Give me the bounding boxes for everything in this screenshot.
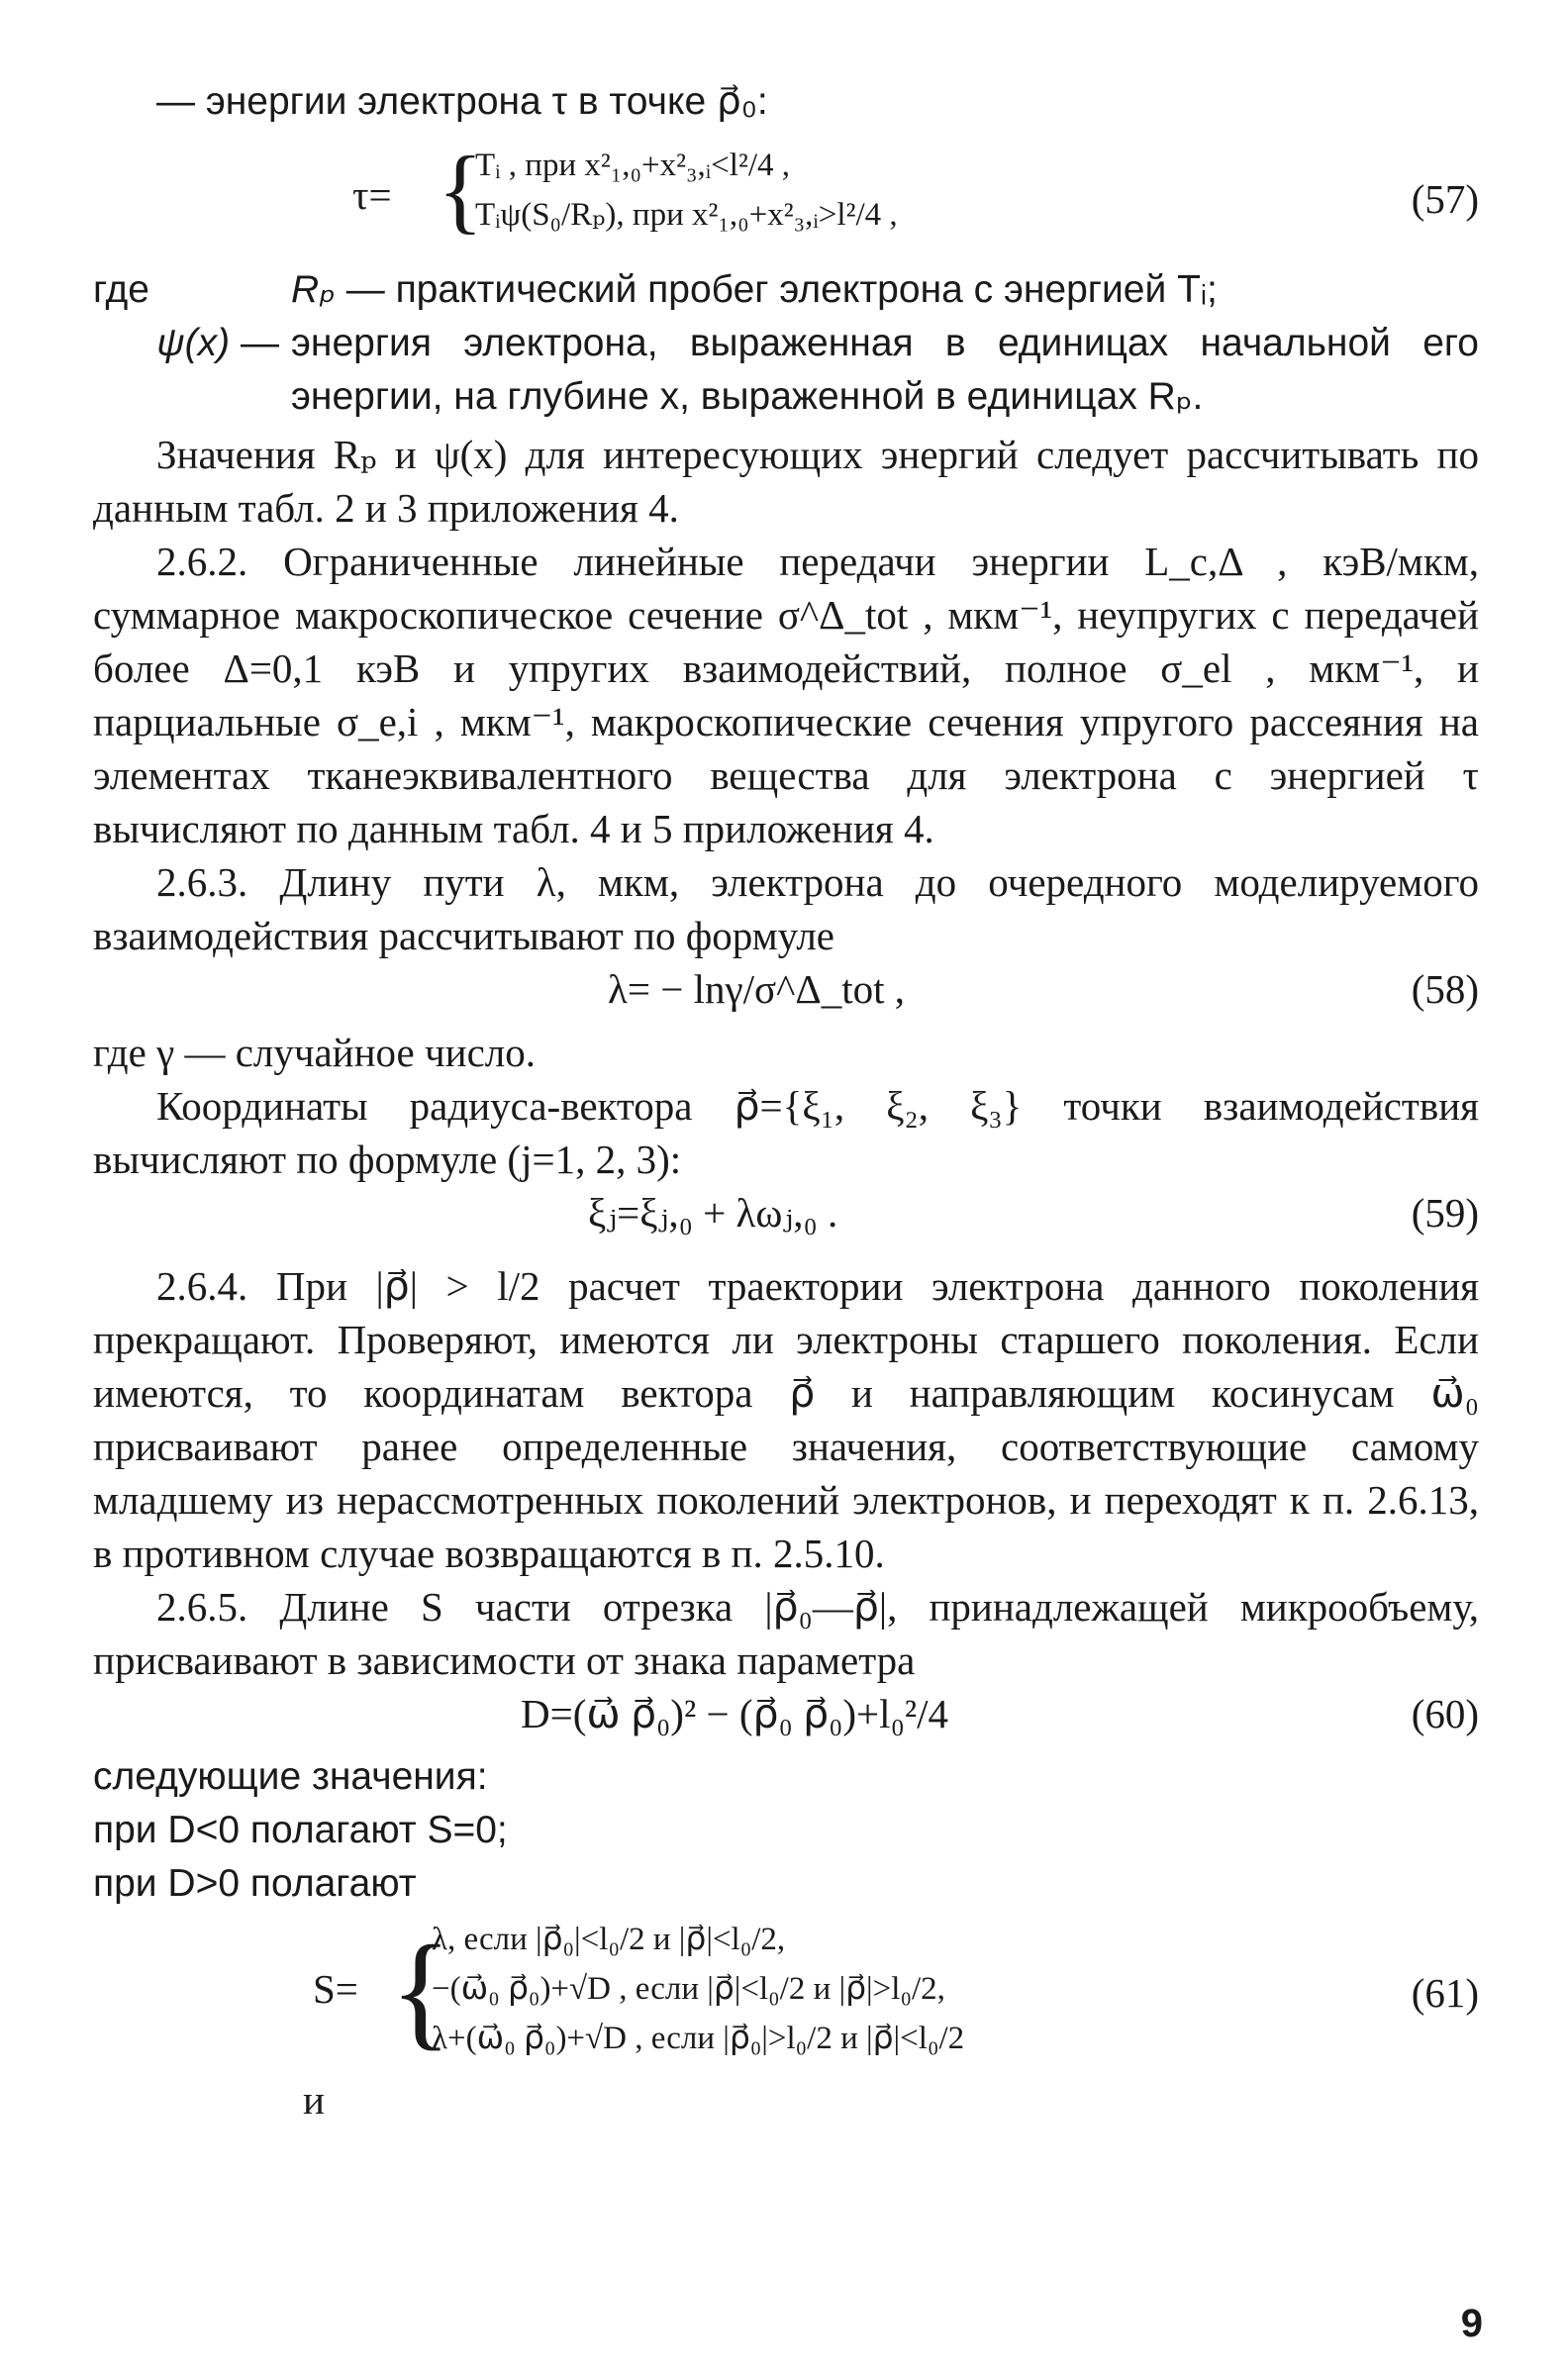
equation-57 bbox=[93, 137, 1479, 255]
where-gamma: где γ — случайное число. bbox=[93, 1030, 536, 1075]
case-positive: при D>0 полагают bbox=[93, 1862, 417, 1905]
paragraph-values: Значения Rₚ и ψ(x) для интересующих энергий следует рассчитывать по данным табл. 2 и 3 приложения 4. bbox=[93, 432, 1479, 531]
eq57-lhs: τ= bbox=[352, 172, 392, 218]
definition-psi bbox=[93, 317, 1479, 424]
page-number: 9 bbox=[1460, 2302, 1483, 2345]
def-dash-1: — bbox=[345, 268, 385, 311]
eq58-number: (58) bbox=[1411, 966, 1479, 1012]
case-negative: при D<0 полагают S=0; bbox=[93, 1809, 508, 1851]
eq59-number: (59) bbox=[1411, 1190, 1479, 1236]
definitions-list bbox=[93, 263, 1479, 317]
def-symbol: Rₚ bbox=[291, 268, 336, 311]
paragraph-2-6-4: 2.6.4. При |ρ⃗| > l/2 расчет траектории электрона данного поколения прекращают. Проверяют, имеются ли электроны старшего поколения. Если имеются, то координатам вектора ρ⃗ и направляющим косинусам ω⃗₀ присваивают ранее определенные значения, соответствующие самому младшему из нерассмотренных поколений электронов, и переходят к п. 2.6.13, в противном случае возвращаются в п. 2.5.10. bbox=[93, 1263, 1479, 1576]
eq60-body: D=(ω⃗ ρ⃗₀)² − (ρ⃗₀ ρ⃗₀)+l₀²/4 bbox=[521, 1691, 949, 1736]
eq59-body: ξⱼ=ξⱼ,₀ + λωⱼ,₀ . bbox=[588, 1190, 838, 1236]
def-dash-2: — bbox=[241, 322, 279, 364]
eq57-brace: { bbox=[438, 137, 484, 243]
def-symbol-psi: ψ(x) bbox=[156, 322, 231, 364]
eq61-cases bbox=[432, 1915, 964, 2063]
eq61-brace: { bbox=[390, 1920, 452, 2062]
document-page bbox=[93, 75, 1479, 2127]
paragraph-2-6-5: 2.6.5. Длине S части отрезка |ρ⃗₀—ρ⃗|, принадлежащей микрообъему, присваивают в зависимости от знака параметра bbox=[93, 1584, 1479, 1683]
eq61-number: (61) bbox=[1411, 1970, 1479, 2016]
eq60-number: (60) bbox=[1411, 1691, 1479, 1736]
paragraph-2-6-3: 2.6.3. Длину пути λ, мкм, электрона до очередного моделируемого взаимодействия рассчитывают по формуле bbox=[93, 859, 1479, 958]
and-word: и bbox=[303, 2077, 325, 2123]
equation-59 bbox=[93, 1186, 1479, 1249]
def-text-2: энергия электрона, выраженная в единицах начальной его энергии, на глубине x, выраженной в единицах Rₚ. bbox=[291, 322, 1479, 418]
eq57-number: (57) bbox=[1411, 176, 1479, 222]
eq57-case-1: Tᵢ , при x²₁,₀+x²₃,ᵢ<l²/4 , bbox=[475, 148, 791, 183]
def-dash bbox=[236, 263, 287, 317]
paragraph-coordinates: Координаты радиуса-вектора ρ⃗={ξ₁, ξ₂, ξ₃} точки взаимодействия вычисляют по формуле (j=1, 2, 3): bbox=[93, 1083, 1479, 1182]
equation-60 bbox=[93, 1687, 1479, 1750]
def-text bbox=[291, 263, 1479, 317]
equation-61 bbox=[93, 1911, 1479, 2069]
following-values: следующие значения: bbox=[93, 1755, 488, 1798]
eq61-lhs: S= bbox=[313, 1966, 358, 2012]
eq57-cases bbox=[475, 141, 898, 240]
intro-line: — энергии электрона τ в точке ρ⃗₀: bbox=[156, 80, 768, 123]
eq61-case-1: λ, если |ρ⃗₀|<l₀/2 и |ρ⃗|<l₀/2, bbox=[432, 1922, 786, 1957]
eq57-case-2: Tᵢψ(S₀/Rₚ), при x²₁,₀+x²₃,ᵢ>l²/4 , bbox=[475, 197, 898, 233]
def-lead: где bbox=[93, 268, 149, 311]
equation-58 bbox=[93, 962, 1479, 1026]
paragraph-2-6-2: 2.6.2. Ограниченные линейные передачи энергии L_c,Δ , кэВ/мкм, суммарное макроскопическое сечение σ^Δ_tot , мкм⁻¹, неупругих с передачей более Δ=0,1 кэВ и упругих взаимодействий, полное σ_el , мкм⁻¹, и парциальные σ_e,i , мкм⁻¹, макроскопические сечения упругого рассеяния на элементах тканеэквивалентного вещества для электрона с энергией τ вычисляют по данным табл. 4 и 5 приложения 4. bbox=[93, 539, 1479, 851]
eq61-case-3: λ+(ω⃗₀ ρ⃗₀)+√D , если |ρ⃗₀|>l₀/2 и |ρ⃗|<l₀/2 bbox=[432, 2021, 965, 2056]
eq61-case-2: −(ω⃗₀ ρ⃗₀)+√D , если |ρ⃗|<l₀/2 и |ρ⃗|>l₀/2, bbox=[432, 1971, 945, 2007]
eq58-body: λ= − lnγ/σ^Δ_tot , bbox=[608, 966, 906, 1012]
def-text-1: практический пробег электрона с энергией Tᵢ; bbox=[395, 268, 1218, 311]
